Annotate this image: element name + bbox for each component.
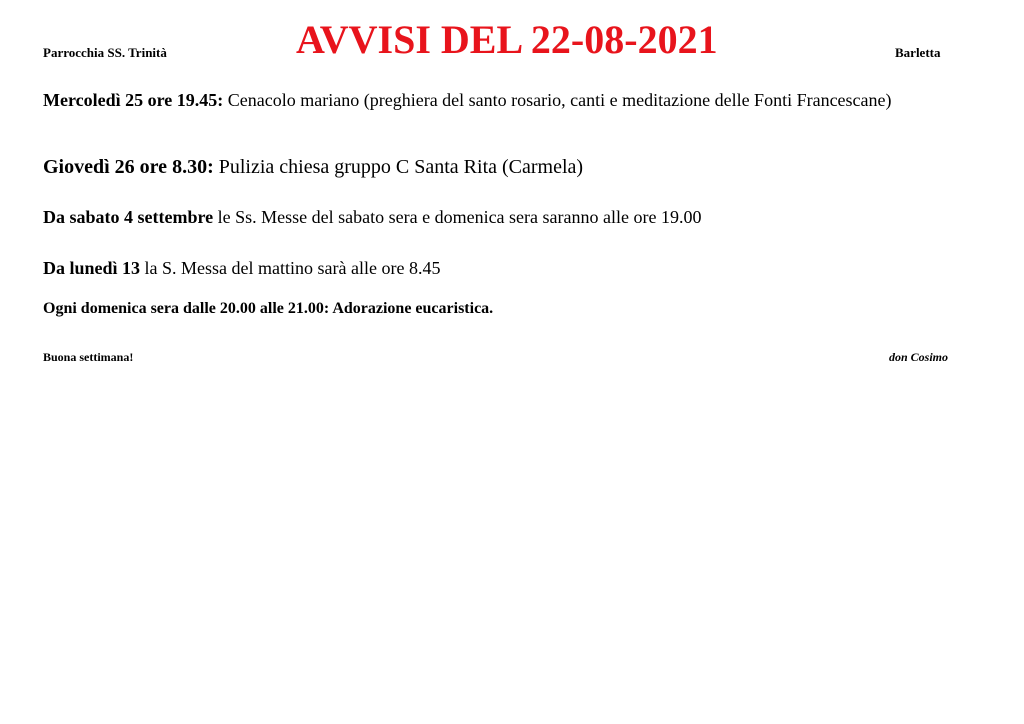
notice-monday-mass (43, 256, 973, 281)
notice-text: Pulizia chiesa gruppo C Santa Rita (Carmela) (213, 156, 584, 178)
notice-text: Cenacolo mariano (preghiera del santo rosario, canti e meditazione delle Fonti Francescane) (223, 90, 892, 110)
signature: don Cosimo (889, 350, 949, 364)
notice-saturday-masses (43, 205, 973, 230)
notice-text: la S. Messa del mattino sarà alle ore 8.45 (140, 258, 441, 278)
notice-lead: Giovedì 26 ore 8.30: (43, 156, 214, 178)
notice-text: le Ss. Messe del sabato sera e domenica sera saranno alle ore 19.00 (213, 207, 702, 227)
page-title: AVVISI DEL 22-08-2021 (296, 17, 718, 62)
notice-wednesday (43, 88, 973, 113)
notice-adoration: Ogni domenica sera dalle 20.00 alle 21.00: Adorazione eucaristica. (43, 300, 494, 317)
notice-lead: Da sabato 4 settembre (43, 207, 214, 227)
notice-lead: Mercoledì 25 ore 19.45: (43, 90, 224, 110)
greeting: Buona settimana! (43, 350, 134, 364)
city-name: Barletta (895, 45, 941, 60)
notice-lead: Da lunedì 13 (43, 258, 141, 278)
parish-name: Parrocchia SS. Trinità (43, 45, 167, 60)
notice-thursday (43, 155, 973, 180)
